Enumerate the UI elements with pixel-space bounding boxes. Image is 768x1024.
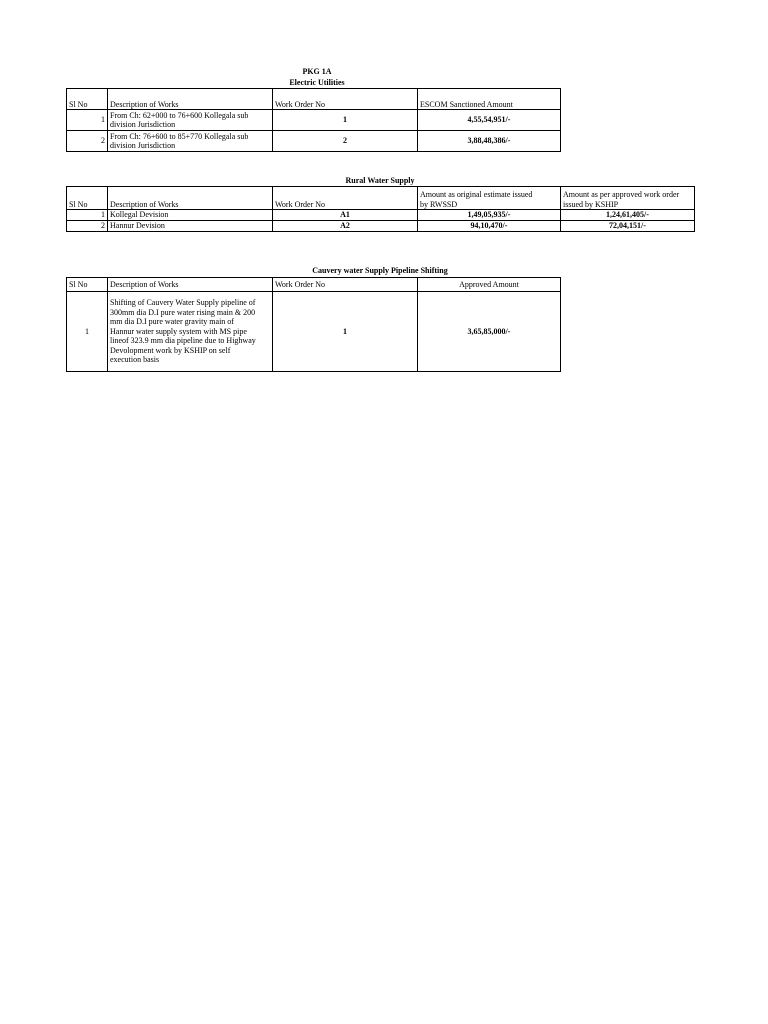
cell-original-amount: 1,49,05,935/- <box>418 210 561 221</box>
cell-sl-no: 1 <box>67 210 108 221</box>
description-line: division Jurisdiction <box>110 141 176 150</box>
header-line: by RWSSD <box>420 199 458 209</box>
header-original-estimate <box>418 187 561 210</box>
cell-description <box>108 131 273 152</box>
cell-sl-no: 1 <box>67 292 108 372</box>
header-escom-amount: ESCOM Sanctioned Amount <box>418 89 561 110</box>
cell-sl-no: 2 <box>67 221 108 232</box>
cell-description: Hannur Devision <box>108 221 273 232</box>
cauvery-title: Cauvery water Supply Pipeline Shifting <box>312 266 448 275</box>
cell-approved-amount: 72,04,151/- <box>561 221 695 232</box>
header-work-order: Work Order No <box>273 278 418 292</box>
description-line: From Ch: 62+000 to 76+600 Kollegala sub <box>110 110 249 120</box>
description-line: Shifting of Cauvery Water Supply pipeline of <box>110 298 256 308</box>
description-line: mm dia D.I pure water gravity main of <box>110 317 234 327</box>
cauvery-table <box>66 277 561 372</box>
cell-work-order: A1 <box>273 210 418 221</box>
electric-utilities-table <box>66 88 561 152</box>
table-row <box>67 110 561 131</box>
electric-utilities-title: Electric Utilities <box>289 78 345 87</box>
header-line: Amount as original estimate issued <box>420 190 533 199</box>
header-approved-work-order <box>561 187 695 210</box>
header-line: Amount as per approved work order <box>563 190 680 199</box>
header-sl-no: Sl No <box>67 187 108 210</box>
description-line: division Jurisdiction <box>110 120 176 129</box>
table-row <box>67 210 695 221</box>
rural-water-supply-table <box>66 186 695 232</box>
cell-description <box>108 110 273 131</box>
cell-work-order: 1 <box>273 292 418 372</box>
header-approved-amount: Approved Amount <box>418 278 561 292</box>
table-row <box>67 221 695 232</box>
description-line: From Ch: 76+600 to 85+770 Kollegala sub <box>110 131 249 141</box>
cell-amount: 3,88,48,386/- <box>418 131 561 152</box>
cell-amount: 3,65,85,000/- <box>418 292 561 372</box>
header-sl-no: Sl No <box>67 89 108 110</box>
pkg-title: PKG 1A <box>302 67 332 76</box>
header-work-order: Work Order No <box>273 89 418 110</box>
header-sl-no: Sl No <box>67 278 108 292</box>
table-header-row <box>67 187 695 210</box>
table-row <box>67 131 561 152</box>
cell-work-order: A2 <box>273 221 418 232</box>
table-header-row <box>67 89 561 110</box>
cell-description <box>108 292 273 372</box>
header-line: issued by KSHIP <box>563 199 619 209</box>
cell-original-amount: 94,10,470/- <box>418 221 561 232</box>
cell-amount: 4,55,54,951/- <box>418 110 561 131</box>
description-line: lineof 323.9 mm dia pipeline due to Highway <box>110 336 256 346</box>
cell-sl-no: 1 <box>67 110 108 131</box>
cell-approved-amount: 1,24,61,405/- <box>561 210 695 221</box>
description-line: 300mm dia D.I pure water rising main & 200 <box>110 307 256 317</box>
rural-water-supply-title: Rural Water Supply <box>345 176 415 185</box>
header-work-order: Work Order No <box>273 187 418 210</box>
cell-sl-no: 2 <box>67 131 108 152</box>
table-row <box>67 292 561 372</box>
description-line: Hannur water supply system with MS pipe <box>110 326 247 336</box>
table-header-row <box>67 278 561 292</box>
header-description: Description of Works <box>108 187 273 210</box>
cell-work-order: 1 <box>273 110 418 131</box>
cell-description: Kollegal Devision <box>108 210 273 221</box>
cell-work-order: 2 <box>273 131 418 152</box>
description-line: execution basis <box>110 355 160 365</box>
header-description: Description of Works <box>108 89 273 110</box>
header-description: Description of Works <box>108 278 273 292</box>
description-line: Devolopment work by KSHIP on self <box>110 345 231 355</box>
